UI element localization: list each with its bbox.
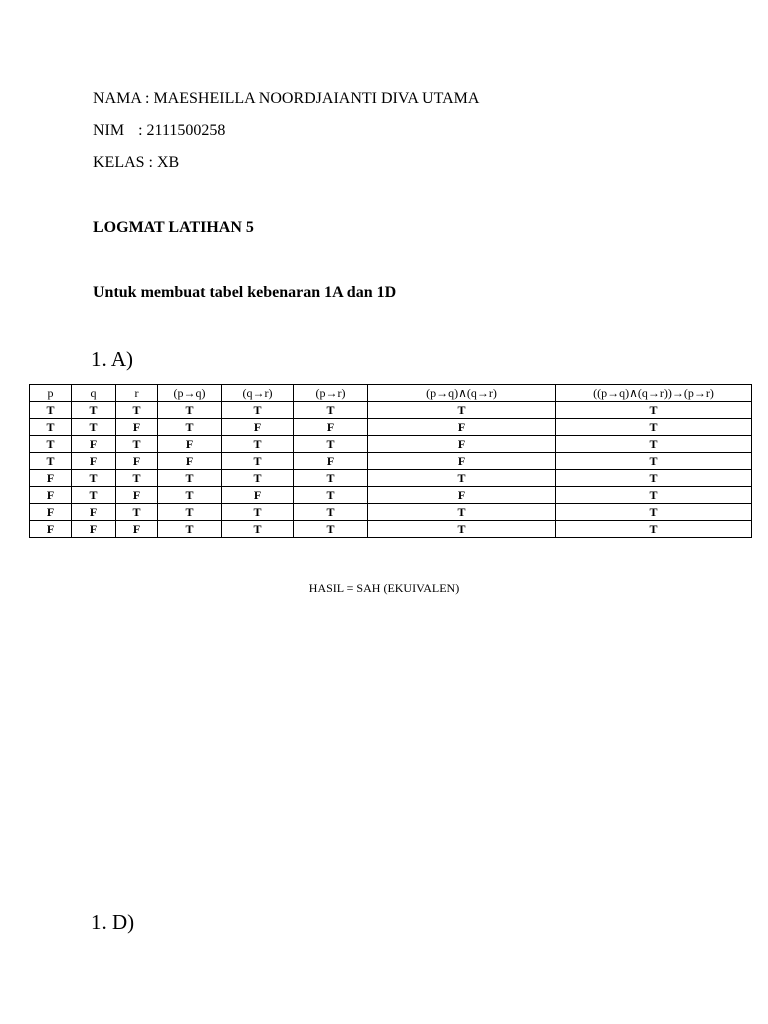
table-row — [30, 521, 752, 538]
table-cell: F — [294, 419, 368, 436]
table-cell: T — [116, 504, 158, 521]
table-cell: T — [72, 402, 116, 419]
table-cell: F — [72, 436, 116, 453]
table-cell: T — [222, 453, 294, 470]
table-cell: T — [116, 402, 158, 419]
table-cell: T — [368, 470, 556, 487]
table-cell: T — [222, 470, 294, 487]
page-title: LOGMAT LATIHAN 5 — [93, 219, 254, 236]
table-cell: T — [222, 504, 294, 521]
table-cell: F — [30, 521, 72, 538]
column-header: p — [30, 385, 72, 402]
nim-value: : 2111500258 — [138, 122, 226, 139]
table-cell: F — [116, 453, 158, 470]
table-cell: T — [368, 504, 556, 521]
table-cell: T — [368, 402, 556, 419]
table-cell: F — [368, 419, 556, 436]
table-cell: F — [158, 436, 222, 453]
table-cell: T — [556, 487, 752, 504]
table-row — [30, 436, 752, 453]
table-cell: T — [158, 504, 222, 521]
table-row — [30, 453, 752, 470]
nim-label: NIM — [93, 122, 125, 139]
table-cell: F — [368, 436, 556, 453]
table-cell: F — [222, 419, 294, 436]
table-cell: F — [30, 470, 72, 487]
table-cell: T — [556, 402, 752, 419]
table-cell: T — [30, 436, 72, 453]
section-heading-1a: 1. A) — [91, 347, 133, 371]
table-cell: T — [294, 521, 368, 538]
table-cell: T — [294, 487, 368, 504]
column-header: (q→r) — [222, 385, 294, 402]
table-cell: T — [158, 470, 222, 487]
table-cell: T — [116, 470, 158, 487]
truth-table — [29, 384, 752, 538]
table-cell: F — [158, 453, 222, 470]
table-row — [30, 470, 752, 487]
table-cell: T — [72, 419, 116, 436]
table-cell: T — [294, 470, 368, 487]
table-cell: T — [158, 402, 222, 419]
table-cell: T — [222, 521, 294, 538]
table-cell: T — [30, 419, 72, 436]
table-cell: T — [556, 419, 752, 436]
result-text: HASIL = SAH (EKUIVALEN) — [308, 581, 460, 595]
student-class: KELAS : XB — [93, 154, 180, 171]
student-name: NAMA : MAESHEILLA NOORDJAIANTI DIVA UTAMA — [93, 90, 480, 107]
table-cell: F — [368, 487, 556, 504]
table-cell: T — [556, 504, 752, 521]
table-cell: F — [30, 504, 72, 521]
table-cell: T — [556, 470, 752, 487]
table-cell: T — [116, 436, 158, 453]
table-cell: T — [294, 504, 368, 521]
table-cell: T — [556, 521, 752, 538]
table-cell: T — [158, 521, 222, 538]
table-row — [30, 487, 752, 504]
table-cell: T — [72, 470, 116, 487]
table-cell: T — [294, 436, 368, 453]
table-cell: T — [72, 487, 116, 504]
table-cell: F — [222, 487, 294, 504]
table-cell: F — [116, 419, 158, 436]
table-row — [30, 504, 752, 521]
table-header-row — [30, 385, 752, 402]
table-cell: F — [116, 487, 158, 504]
column-header: (p→r) — [294, 385, 368, 402]
column-header: q — [72, 385, 116, 402]
table-cell: T — [222, 436, 294, 453]
section-heading-1d: 1. D) — [91, 910, 135, 934]
table-cell: T — [556, 436, 752, 453]
table-cell: F — [116, 521, 158, 538]
table-cell: F — [368, 453, 556, 470]
table-cell: T — [222, 402, 294, 419]
table-cell: T — [158, 419, 222, 436]
table-cell: T — [294, 402, 368, 419]
table-row — [30, 402, 752, 419]
table-cell: T — [30, 402, 72, 419]
column-header: (p→q)∧(q→r) — [368, 385, 556, 402]
intro-text: Untuk membuat tabel kebenaran 1A dan 1D — [93, 284, 397, 301]
table-cell: F — [72, 521, 116, 538]
table-cell: F — [30, 487, 72, 504]
table-cell: F — [72, 504, 116, 521]
column-header: ((p→q)∧(q→r))→(p→r) — [556, 385, 752, 402]
table-cell: T — [556, 453, 752, 470]
column-header: r — [116, 385, 158, 402]
table-cell: T — [30, 453, 72, 470]
table-cell: F — [294, 453, 368, 470]
table-cell: F — [72, 453, 116, 470]
table-cell: T — [158, 487, 222, 504]
student-nim — [93, 121, 225, 141]
column-header: (p→q) — [158, 385, 222, 402]
table-cell: T — [368, 521, 556, 538]
table-row — [30, 419, 752, 436]
